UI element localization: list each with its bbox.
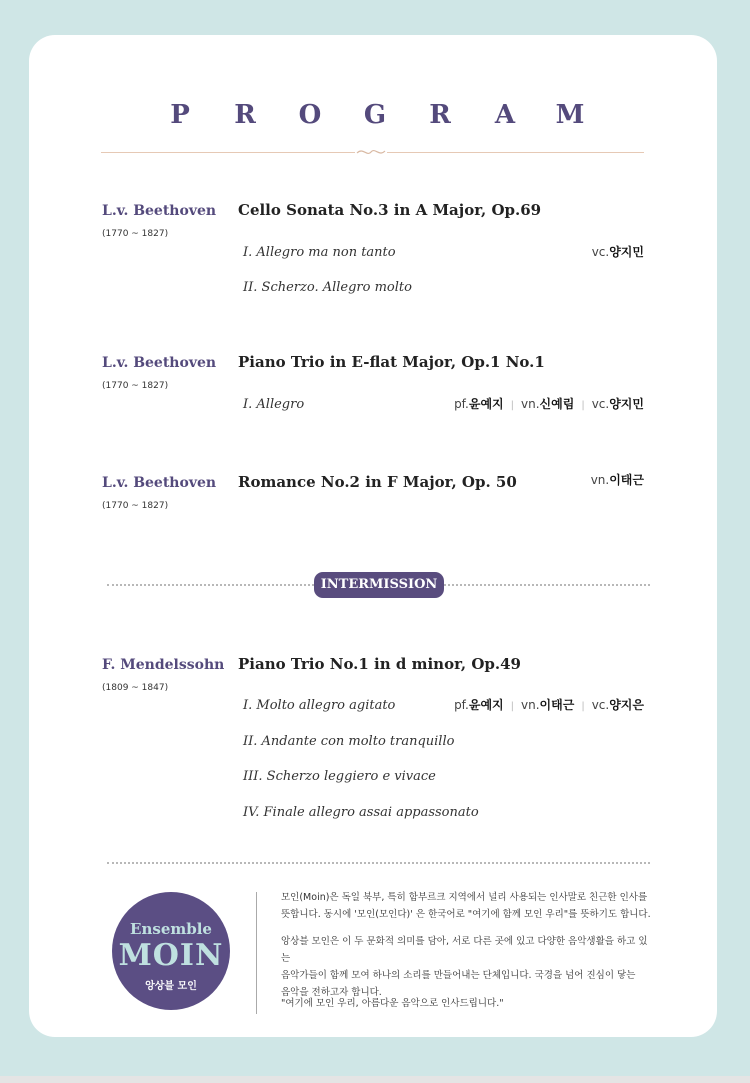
performers: vn.이태근 xyxy=(590,473,644,487)
ensemble-logo: Ensemble MOIN 앙상블 모인 xyxy=(112,892,230,1010)
composer-name: L.v. Beethoven xyxy=(102,355,217,371)
work-title: Piano Trio No.1 in d minor, Op.49 xyxy=(238,655,521,673)
composer-name: L.v. Beethoven xyxy=(102,203,217,219)
ensemble-description: 모인(Moin)은 독일 북부, 특히 함부르크 지역에서 널리 사용되는 인사말로 친근한 인사를 뜻합니다. 동시에 '모인(모인다)' 은 한국어로 "여기에 함께 모인 우리"를 뜻하기도 합니다. xyxy=(281,892,651,920)
intermission-badge: INTERMISSION xyxy=(314,572,444,598)
movement: IV. Finale allegro assai appassonato xyxy=(243,805,479,820)
composer-name: F. Mendelssohn xyxy=(102,657,225,673)
movement: I. Allegro ma non tanto xyxy=(243,245,396,260)
composer-name: L.v. Beethoven xyxy=(102,475,217,491)
performers: vc.양지민 xyxy=(591,245,644,259)
movement: II. Andante con molto tranquillo xyxy=(243,734,455,749)
work-title: Piano Trio in E-flat Major, Op.1 No.1 xyxy=(238,353,545,371)
vertical-divider xyxy=(256,892,257,1014)
composer-years: (1770 ~ 1827) xyxy=(102,501,169,511)
ensemble-description: 앙상블 모인은 이 두 문화적 의미를 담아, 서로 다른 곳에 있고 다양한 음악생활을 하고 있는 음악가들이 함께 모여 하나의 소리를 만들어내는 단체입니다. 국경을 넘어 진심이 닿는 음악을 전하고자 합니다. xyxy=(281,936,648,998)
section-divider xyxy=(107,862,650,864)
composer-years: (1770 ~ 1827) xyxy=(102,229,169,239)
ensemble-quote: "여기에 모인 우리, 아름다운 음악으로 인사드립니다." xyxy=(281,998,504,1009)
work-title: Cello Sonata No.3 in A Major, Op.69 xyxy=(238,201,542,219)
movement: III. Scherzo leggiero e vivace xyxy=(243,769,436,784)
performers: pf.윤예지 | vn.이태근 | vc.양지은 xyxy=(454,698,644,712)
work-title: Romance No.2 in F Major, Op. 50 xyxy=(238,473,517,491)
movement: I. Molto allegro agitato xyxy=(243,698,396,713)
movement: II. Scherzo. Allegro molto xyxy=(243,280,412,295)
program-card xyxy=(29,35,717,1037)
flourish-ornament-icon xyxy=(355,145,387,159)
composer-years: (1770 ~ 1827) xyxy=(102,381,169,391)
composer-years: (1809 ~ 1847) xyxy=(102,683,169,693)
bottom-bar xyxy=(0,1076,750,1083)
performers: pf.윤예지 | vn.신예림 | vc.양지민 xyxy=(454,397,644,411)
page-title: P R O G R A M xyxy=(170,100,585,130)
movement: I. Allegro xyxy=(243,397,305,412)
